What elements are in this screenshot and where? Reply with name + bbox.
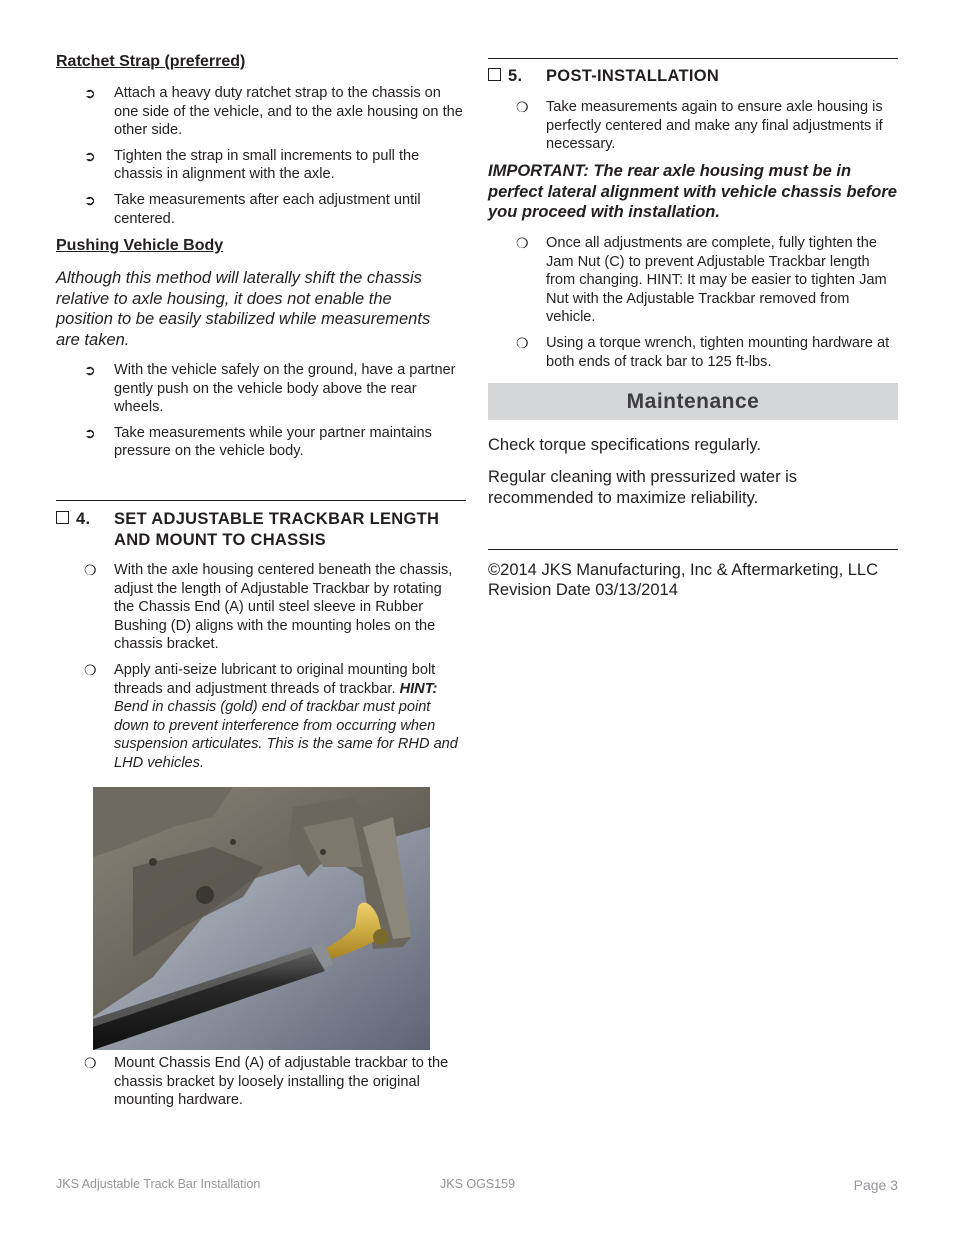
list-item: ➲ Take measurements after each adjustment until centered. <box>84 191 421 227</box>
section-5-title: POST-INSTALLATION <box>546 67 720 85</box>
pushing-note: Although this method will laterally shift the chassis relative to axle housing, it does not enable the position to be easily stabilized while measurements are taken. <box>56 269 431 349</box>
maintenance-cleaning-text: Regular cleaning with pressurized water is recommended to maximize reliability. <box>488 468 798 507</box>
list-item: ➲ With the vehicle safely on the ground, have a partner gently push on the vehicle body above the rear wheels. <box>84 362 456 416</box>
revision-date: Revision Date 03/13/2014 <box>488 581 678 599</box>
circle-bullet-icon: ❍ <box>84 661 97 678</box>
checkbox-icon <box>56 511 69 524</box>
list-item: ❍ Mount Chassis End (A) of adjustable trackbar to the chassis bracket by loosely installing the original mounting hardware. <box>84 1055 449 1109</box>
circle-bullet-icon: ❍ <box>84 1055 97 1071</box>
section-divider <box>56 500 466 501</box>
trackbar-chassis-photo <box>93 787 430 1050</box>
maintenance-torque-text: Check torque specifications regularly. <box>488 436 761 454</box>
post-install-list <box>488 234 898 378</box>
section-4-list <box>56 561 466 780</box>
footer-part-number: JKS OGS159 <box>440 1177 516 1191</box>
checkbox-icon <box>488 68 501 81</box>
pushing-vehicle-heading: Pushing Vehicle Body <box>56 237 224 254</box>
circle-bullet-icon: ❍ <box>516 99 529 115</box>
list-item: ❍ Once all adjustments are complete, fully tighten the Jam Nut (C) to prevent Adjustable Trackbar length from changing. HINT: It may be easier to tighten Jam Nut with the Adjustable Trackbar removed from vehicle. <box>516 235 887 326</box>
footer-document-title: JKS Adjustable Track Bar Installation <box>56 1177 261 1191</box>
list-item: ➲ Tighten the strap in small increments to pull the chassis in alignment with the axle. <box>84 147 420 183</box>
ratchet-strap-heading: Ratchet Strap (preferred) <box>56 53 246 70</box>
section-divider <box>488 58 898 59</box>
footer-page-number: Page 3 <box>853 1177 898 1193</box>
pushing-list <box>56 361 466 468</box>
section-5-heading: 5. POST-INSTALLATION <box>488 66 898 87</box>
arrow-bullet-icon: ➲ <box>84 147 96 164</box>
arrow-bullet-icon: ➲ <box>84 85 96 101</box>
copyright-text: ©2014 JKS Manufacturing, Inc & Aftermarketing, LLC <box>488 561 879 579</box>
list-item: ❍ Using a torque wrench, tighten mounting hardware at both ends of track bar to 125 ft-lbs. <box>516 334 890 370</box>
list-item: ❍ Take measurements again to ensure axle housing is perfectly centered and make any final adjustments if necessary. <box>516 99 883 153</box>
list-item: ❍ With the axle housing centered beneath the chassis, adjust the length of Adjustable Trackbar by rotating the Chassis End (A) until steel sleeve in Rubber Bushing (D) aligns with the mounting holes on the chassis bracket. <box>84 562 453 653</box>
section-4-title: SET ADJUSTABLE TRACKBAR LENGTH AND MOUNT TO CHASSIS <box>114 510 440 549</box>
section-4-heading: 4. SET ADJUSTABLE TRACKBAR LENGTH AND MOUNT TO CHASSIS <box>56 509 466 530</box>
list-item: ➲ Attach a heavy duty ratchet strap to the chassis on one side of the vehicle, and to the axle housing on the other side. <box>84 85 463 139</box>
section-5-list <box>488 98 898 161</box>
circle-bullet-icon: ❍ <box>84 562 97 578</box>
important-note: IMPORTANT: The rear axle housing must be in perfect lateral alignment with vehicle chassis before you proceed with installation. <box>488 162 897 221</box>
arrow-bullet-icon: ➲ <box>84 191 96 208</box>
arrow-bullet-icon: ➲ <box>84 424 96 441</box>
ratchet-strap-list <box>56 84 466 235</box>
section-4-list-continued <box>56 1054 466 1117</box>
list-item: ➲ Take measurements while your partner maintains pressure on the vehicle body. <box>84 424 432 460</box>
circle-bullet-icon: ❍ <box>516 334 529 351</box>
section-divider <box>488 549 898 550</box>
maintenance-heading: Maintenance <box>488 383 898 420</box>
arrow-bullet-icon: ➲ <box>84 362 96 378</box>
list-item: ❍ Apply anti-seize lubricant to original mounting bolt threads and adjustment threads of trackbar. HINT: Bend in chassis (gold) end of trackbar must point down to prevent interference from occurring when suspension articulates. This is the same for RHD and LHD vehicles. <box>84 661 458 771</box>
circle-bullet-icon: ❍ <box>516 235 529 251</box>
